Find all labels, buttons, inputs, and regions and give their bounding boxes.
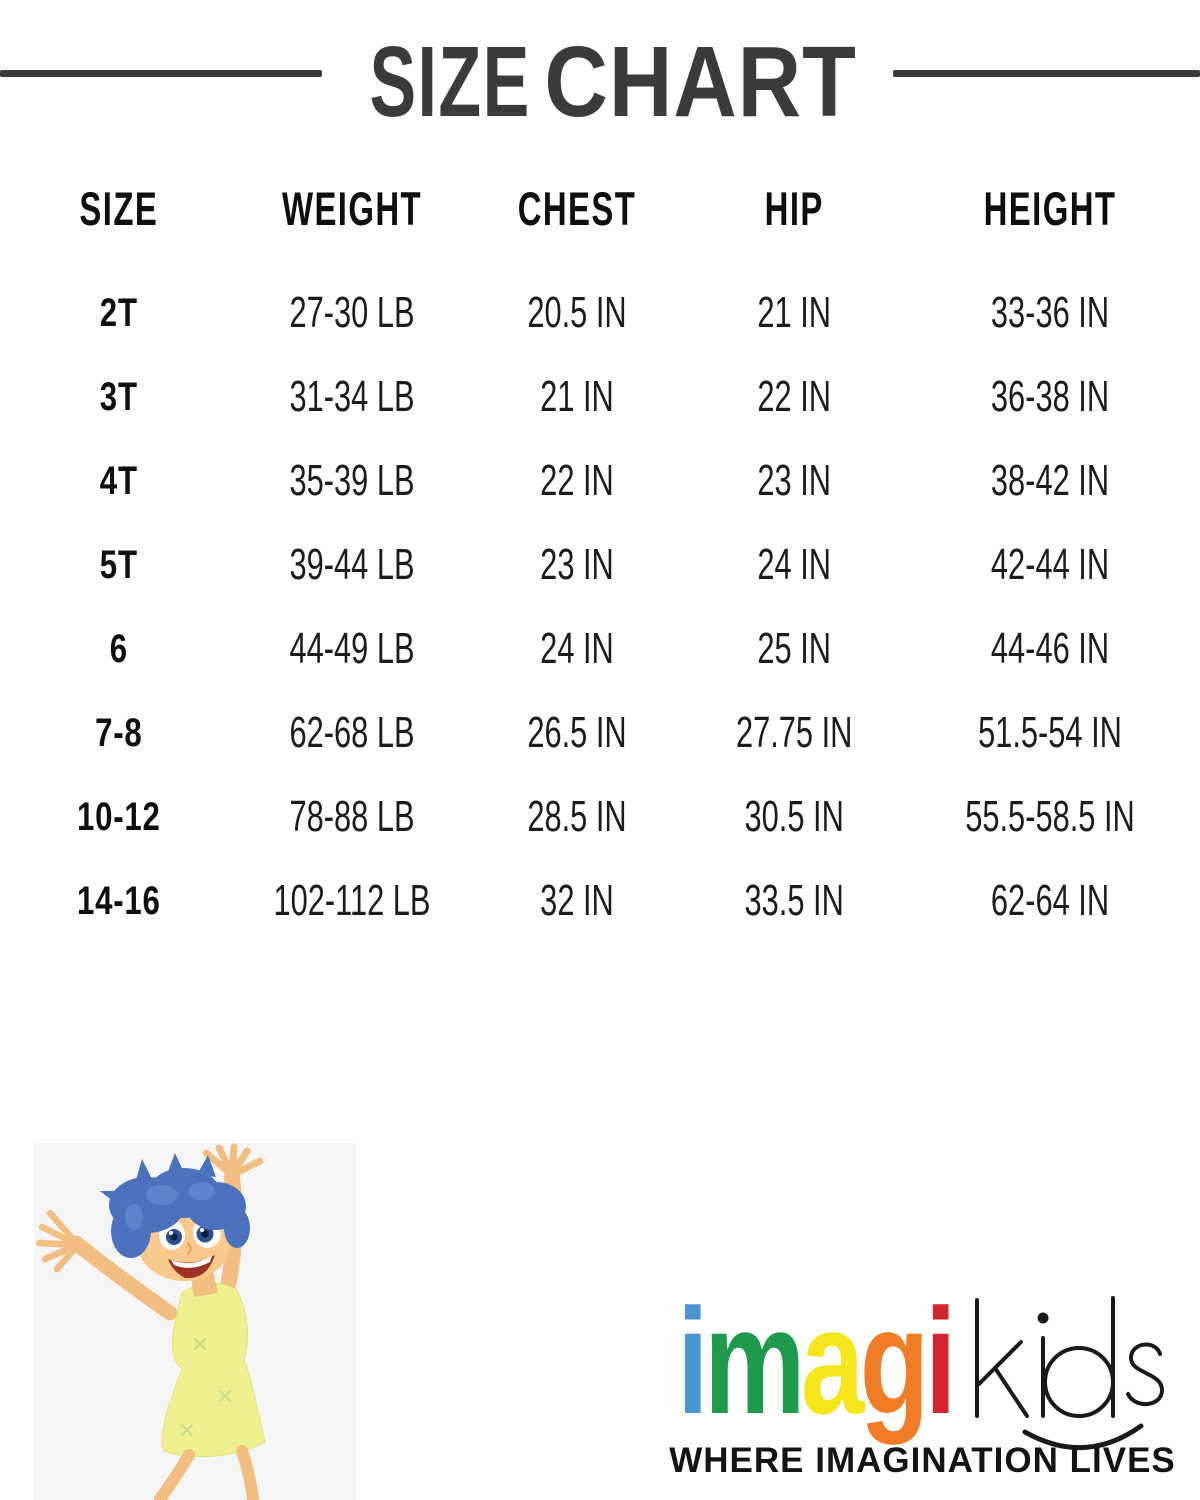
title-rule-right	[893, 70, 1200, 77]
header-chest: CHEST	[517, 181, 636, 235]
logo-letter-i2: i	[924, 1277, 952, 1445]
chest-cell: 22 IN	[539, 456, 614, 505]
weight-cell: 39-44 LB	[289, 540, 415, 589]
table-row	[0, 775, 1200, 859]
height-cell: 51.5-54 IN	[978, 708, 1122, 757]
hip-cell: 33.5 IN	[744, 876, 844, 925]
title-rule-left	[0, 70, 322, 77]
size-cell: 4T	[99, 458, 138, 503]
table-row	[0, 859, 1200, 943]
hip-cell: 22 IN	[756, 372, 831, 421]
hip-cell: 27.75 IN	[735, 708, 853, 757]
table-row	[0, 271, 1200, 355]
table-row	[0, 355, 1200, 439]
header-size: SIZE	[79, 181, 159, 235]
size-table	[0, 178, 1200, 943]
joy-character-svg	[34, 1143, 356, 1500]
size-cell: 5T	[99, 542, 138, 587]
chest-cell: 32 IN	[539, 876, 614, 925]
size-cell: 14-16	[76, 878, 161, 923]
weight-cell: 27-30 LB	[289, 288, 415, 337]
height-cell: 38-42 IN	[990, 456, 1110, 505]
brand-tagline: WHERE IMAGINATION LIVES	[669, 1441, 1176, 1480]
logo-letter-i1: i	[677, 1277, 705, 1445]
height-cell: 62-64 IN	[990, 876, 1110, 925]
chest-cell: 20.5 IN	[526, 288, 627, 337]
hip-cell: 24 IN	[756, 540, 831, 589]
table-body	[0, 271, 1200, 943]
weight-cell: 31-34 LB	[289, 372, 415, 421]
table-row	[0, 523, 1200, 607]
height-cell: 42-44 IN	[990, 540, 1110, 589]
logo-kids-wordmark	[963, 1294, 1188, 1464]
hip-cell: 25 IN	[756, 624, 831, 673]
weight-cell: 78-88 LB	[289, 792, 415, 841]
header-hip: HIP	[764, 181, 824, 235]
chest-cell: 23 IN	[539, 540, 614, 589]
height-cell: 36-38 IN	[990, 372, 1110, 421]
joy-character-illustration	[34, 1143, 356, 1500]
height-cell: 44-46 IN	[990, 624, 1110, 673]
chest-cell: 24 IN	[539, 624, 614, 673]
height-cell: 55.5-58.5 IN	[965, 792, 1135, 841]
table-row	[0, 691, 1200, 775]
title-band	[0, 26, 1200, 138]
logo-letter-g: g	[859, 1277, 925, 1445]
brand-block	[655, 1277, 1190, 1496]
size-cell: 6	[109, 626, 128, 671]
hip-cell: 30.5 IN	[744, 792, 844, 841]
page-title-size-word: SIZE	[369, 26, 531, 138]
header-height: HEIGHT	[983, 181, 1117, 235]
weight-cell: 44-49 LB	[289, 624, 415, 673]
page-title	[300, 26, 899, 138]
weight-cell: 35-39 LB	[289, 456, 415, 505]
table-row	[0, 439, 1200, 523]
header-weight: WEIGHT	[281, 181, 422, 235]
height-cell: 33-36 IN	[990, 288, 1110, 337]
weight-cell: 102-112 LB	[273, 876, 431, 925]
size-cell: 2T	[99, 290, 138, 335]
table-header-row	[0, 178, 1200, 238]
hip-cell: 21 IN	[756, 288, 831, 337]
chest-cell: 28.5 IN	[526, 792, 627, 841]
page-title-chart-word: CHART	[544, 26, 858, 138]
size-cell: 3T	[99, 374, 138, 419]
hip-cell: 23 IN	[756, 456, 831, 505]
chest-cell: 26.5 IN	[526, 708, 627, 757]
chest-cell: 21 IN	[539, 372, 614, 421]
logo-letter-a: a	[800, 1277, 860, 1445]
logo-letter-m: m	[704, 1277, 801, 1445]
size-cell: 7-8	[95, 710, 143, 755]
table-row	[0, 607, 1200, 691]
weight-cell: 62-68 LB	[289, 708, 415, 757]
size-cell: 10-12	[76, 794, 161, 839]
imagikids-logo	[677, 1277, 952, 1445]
